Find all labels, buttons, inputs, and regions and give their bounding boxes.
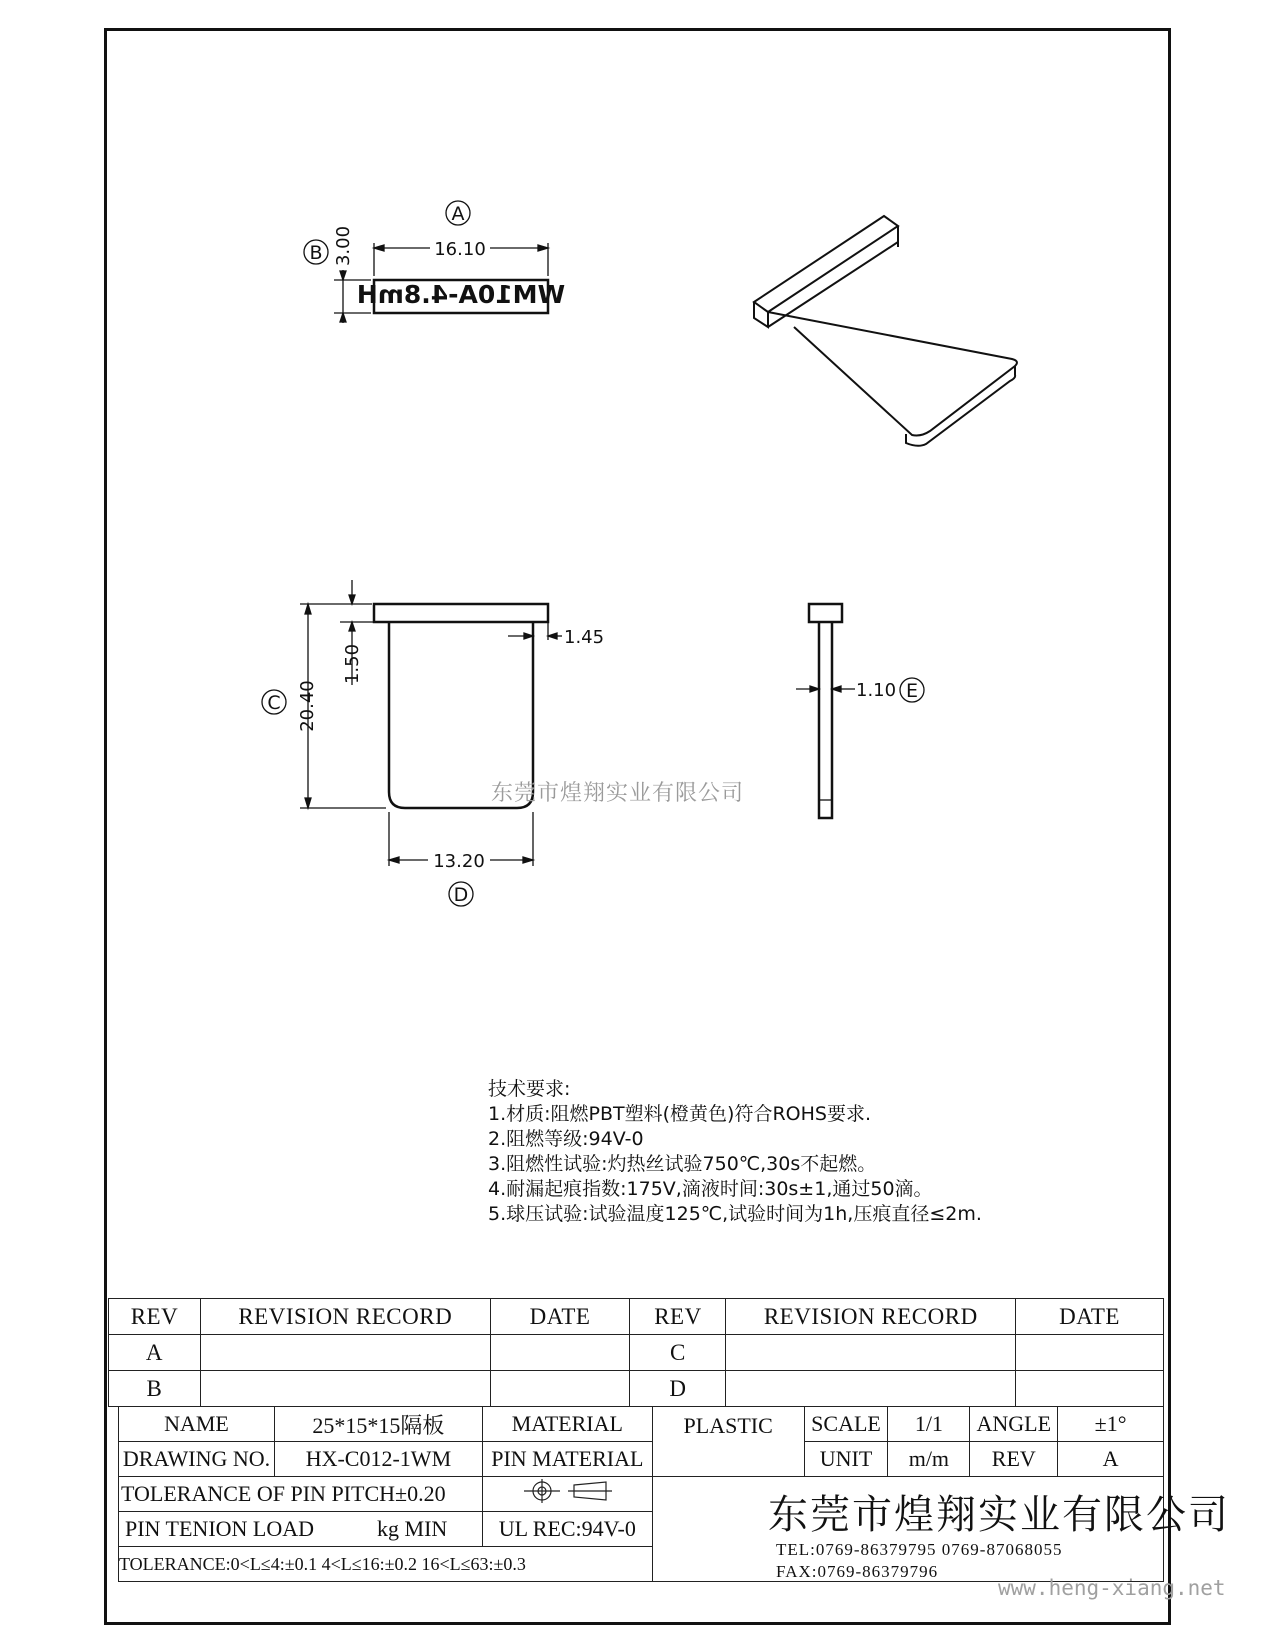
notes-title: 技术要求: (488, 1078, 571, 1100)
company-tel: TEL:0769-86379795 0769-87068055 (776, 1540, 1063, 1559)
header-revision-record: REVISION RECORD (200, 1299, 490, 1335)
pin-tenion-unit: kg MIN (377, 1516, 448, 1541)
tolerance-pitch: TOLERANCE OF PIN PITCH±0.20 (119, 1477, 483, 1512)
date-cell (490, 1371, 630, 1407)
table-row (109, 1335, 1164, 1371)
company-fax: FAX:0769-86379796 (776, 1562, 939, 1581)
rev-label: REV (970, 1442, 1058, 1477)
circle-label-d: D (453, 884, 469, 906)
side-view (796, 604, 924, 818)
header-rev: REV (109, 1299, 201, 1335)
rev-cell: C (630, 1335, 726, 1371)
dim-thickness: 1.10 (856, 680, 897, 701)
pin-material-label: PIN MATERIAL (482, 1442, 652, 1477)
isometric-view (754, 216, 1017, 446)
header-date: DATE (1016, 1299, 1164, 1335)
rev-cell: D (630, 1371, 726, 1407)
note-item: 2.阻燃等级:94V-0 (488, 1128, 644, 1150)
record-cell (200, 1371, 490, 1407)
ul-rec: UL REC:94V-0 (482, 1512, 652, 1547)
material-value: PLASTIC (652, 1407, 804, 1477)
name-label: NAME (119, 1407, 275, 1442)
record-cell (726, 1371, 1016, 1407)
tolerance-ranges: TOLERANCE:0<L≤4:±0.1 4<L≤16:±0.2 16<L≤63:±0.3 (119, 1547, 653, 1582)
revision-table (108, 1298, 1164, 1407)
note-item: 1.材质:阻燃PBT塑料(橙黄色)符合ROHS要求. (488, 1103, 871, 1125)
record-cell (200, 1335, 490, 1371)
dim-total-height: 20.40 (297, 680, 318, 732)
note-item: 3.阻燃性试验:灼热丝试验750℃,30s不起燃。 (488, 1153, 877, 1175)
pin-tenion-label: PIN TENION LOAD (125, 1516, 315, 1541)
watermark-text: 东莞市煌翔实业有限公司 (491, 781, 745, 806)
angle-value: ±1° (1058, 1407, 1164, 1442)
table-row (109, 1371, 1164, 1407)
circle-label-c: C (267, 692, 281, 714)
company-name: 东莞市煌翔实业有限公司 (768, 1492, 1230, 1538)
drawing-no-label: DRAWING NO. (119, 1442, 275, 1477)
name-value: 25*15*15隔板 (274, 1407, 482, 1442)
projection-icon (502, 1477, 632, 1505)
date-cell (1016, 1335, 1164, 1371)
dim-width-top: 16.10 (434, 239, 486, 260)
dim-flange-overhang: 1.45 (564, 627, 605, 648)
record-cell (726, 1335, 1016, 1371)
header-revision-record: REVISION RECORD (726, 1299, 1016, 1335)
note-item: 4.耐漏起痕指数:175V,滴液时间:30s±1,通过50滴。 (488, 1178, 933, 1200)
header-rev: REV (630, 1299, 726, 1335)
material-label: MATERIAL (482, 1407, 652, 1442)
dim-height-top: 3.00 (333, 225, 354, 267)
unit-value: m/m (888, 1442, 970, 1477)
circle-label-e: E (905, 680, 919, 702)
rev-cell: A (109, 1335, 201, 1371)
pin-tenion-cell (119, 1512, 483, 1547)
rev-value: A (1058, 1442, 1164, 1477)
dim-flange-height: 1.50 (342, 643, 363, 685)
header-date: DATE (490, 1299, 630, 1335)
date-cell (1016, 1371, 1164, 1407)
circle-label-a: A (451, 203, 465, 225)
date-cell (490, 1335, 630, 1371)
rev-cell: B (109, 1371, 201, 1407)
scale-label: SCALE (804, 1407, 888, 1442)
website-url: www.heng-xiang.net (998, 1576, 1226, 1600)
revision-header-row (109, 1299, 1164, 1335)
angle-label: ANGLE (970, 1407, 1058, 1442)
circle-label-b: B (309, 242, 323, 264)
unit-label: UNIT (804, 1442, 888, 1477)
scale-value: 1/1 (888, 1407, 970, 1442)
projection-symbol (482, 1477, 652, 1512)
note-item: 5.球压试验:试验温度125℃,试验时间为1h,压痕直径≤2m. (488, 1203, 982, 1225)
dim-plate-width: 13.20 (433, 851, 485, 872)
front-view (262, 580, 562, 906)
drawing-no-value: HX-C012-1WM (274, 1442, 482, 1477)
technical-notes (488, 1077, 982, 1227)
part-marking: WM10A-4.8mH (356, 280, 566, 309)
